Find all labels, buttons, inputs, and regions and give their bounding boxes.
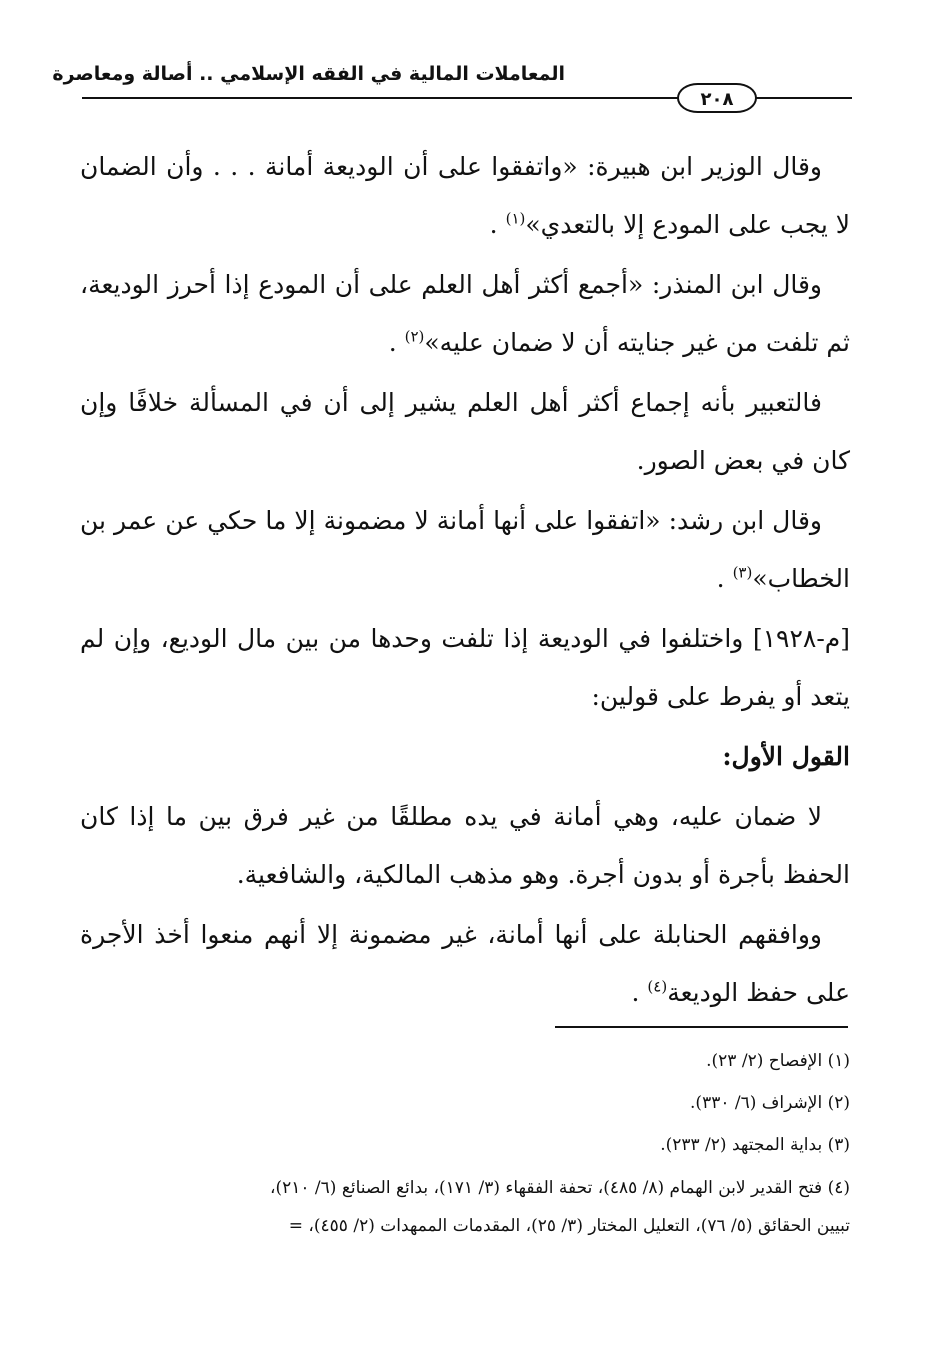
- page-number: ٢٠٨: [677, 83, 757, 113]
- footnote-4-line-1: (٤) فتح القدير لابن الهمام (٨/ ٤٨٥)، تحفة الفقهاء (٣/ ١٧١)، بدائع الصنائع (٦/ ٢١٠)،: [269, 1178, 850, 1198]
- paragraph-first-opinion: لا ضمان عليه، وهي أمانة في يده مطلقًا من غير فرق بين ما إذا كان الحفظ بأجرة أو بدون أجرة. وهو مذهب المالكية، والشافعية.: [80, 802, 850, 889]
- section-heading-first-opinion: القول الأول:: [722, 742, 850, 771]
- paragraph-text: وقال ابن رشد: «اتفقوا على أنها أمانة لا مضمونة إلا ما حكي عن عمر بن الخطاب»: [80, 506, 850, 593]
- footnote-2: (٢) الإشراف (٦/ ٣٣٠).: [690, 1093, 850, 1113]
- paragraph-end: .: [489, 210, 498, 239]
- footnote-ref: (١): [505, 209, 526, 228]
- paragraph-end: .: [631, 978, 640, 1007]
- paragraph-text: وقال ابن المنذر: «أجمع أكثر أهل العلم على أن المودع إذا أحرز الوديعة، ثم تلفت من غير جنايته أن لا ضمان عليه»: [80, 270, 850, 357]
- footnote-ref: (٢): [404, 327, 425, 346]
- footnote-ref: (٤): [647, 977, 668, 996]
- paragraph-ijma-note: فالتعبير بأنه إجماع أكثر أهل العلم يشير إلى أن في المسألة خلافًا وإن كان في بعض الصور.: [80, 388, 850, 475]
- paragraph-text: ووافقهم الحنابلة على أنها أمانة، غير مضمونة إلا أنهم منعوا أخذ الأجرة على حفظ الوديعة: [80, 920, 850, 1007]
- main-text: [80, 138, 850, 1024]
- paragraph-issue-1928: [م-١٩٢٨] واختلفوا في الوديعة إذا تلفت وحدها من بين مال الوديع، وإن لم يتعد أو يفرط على قولين:: [80, 624, 850, 711]
- footnote-separator: [555, 1026, 848, 1028]
- paragraph-ibn-hubayra: [80, 138, 850, 254]
- footnote-3: (٣) بداية المجتهد (٢/ ٢٣٣).: [660, 1135, 850, 1155]
- footnote-1: (١) الإفصاح (٢/ ٢٣).: [706, 1051, 850, 1071]
- paragraph-text: وقال الوزير ابن هبيرة: «واتفقوا على أن الوديعة أمانة . . . وأن الضمان لا يجب على المودع إلا بالتعدي»: [80, 152, 850, 239]
- paragraph-hanabila: [80, 906, 850, 1022]
- paragraph-end: .: [716, 564, 725, 593]
- paragraph-ibn-rushd: [80, 492, 850, 608]
- footnote-4-line-2: تبيين الحقائق (٥/ ٧٦)، التعليل المختار (٣/ ٢٥)، المقدمات الممهدات (٢/ ٤٥٥)، =: [288, 1216, 850, 1236]
- footnotes: [80, 1040, 850, 1242]
- paragraph-ibn-al-mundhir: [80, 256, 850, 372]
- footnote-ref: (٣): [732, 563, 753, 582]
- paragraph-end: .: [388, 328, 397, 357]
- running-title: المعاملات المالية في الفقه الإسلامي .. أصالة ومعاصرة: [52, 63, 565, 85]
